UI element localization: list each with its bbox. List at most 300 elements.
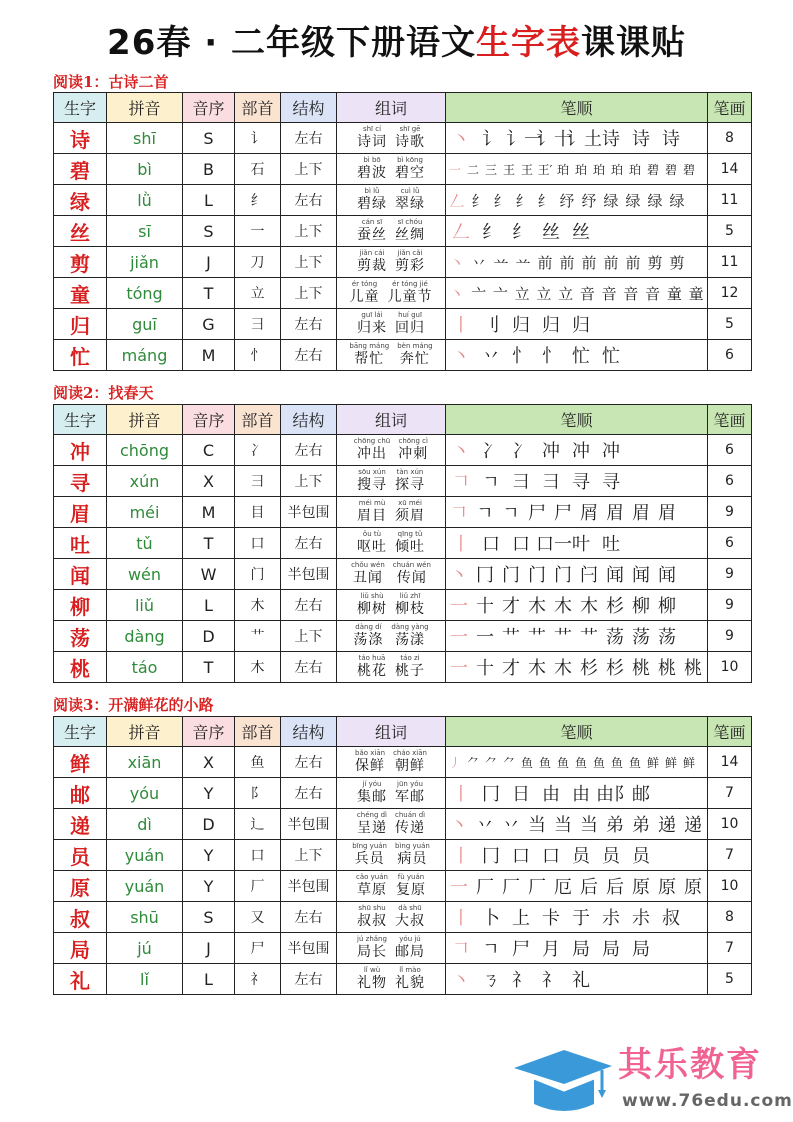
- stroke-step: 厂: [528, 877, 546, 898]
- stroke-step: 𠃋: [449, 191, 465, 210]
- stroke-step: 闩: [580, 565, 598, 586]
- stroke-step: ㄱ: [482, 472, 500, 493]
- stroke-step: 艹: [502, 627, 520, 648]
- word-pair: [337, 218, 445, 244]
- stroke-order-cell: [446, 902, 708, 933]
- stroke-count-cell: 6: [708, 435, 752, 466]
- stroke-step: 音: [579, 284, 595, 303]
- stroke-step: 局: [572, 939, 590, 960]
- stroke-step: 前: [559, 253, 575, 272]
- word-hanzi: 病员: [397, 851, 428, 867]
- word-hanzi: 碧绿: [357, 196, 387, 212]
- radical-cell: 口: [235, 528, 281, 559]
- word-pinyin: chōng cì: [398, 437, 428, 445]
- word-item: [393, 749, 427, 775]
- stroke-step: 当: [580, 815, 598, 836]
- word-item: [357, 468, 387, 494]
- character-cell: 碧: [54, 154, 107, 185]
- stroke-count-cell: 7: [708, 778, 752, 809]
- word-pinyin: jiǎn cǎi: [397, 249, 423, 257]
- phonetic-order-cell: J: [183, 933, 235, 964]
- word-pair: [337, 530, 445, 556]
- stroke-step: 䒑: [515, 253, 531, 272]
- stroke-step: 纟: [515, 191, 531, 210]
- word-hanzi: 邮局: [395, 944, 425, 960]
- stroke-step: 王′: [537, 162, 553, 177]
- stroke-step: 刂: [482, 315, 500, 336]
- stroke-step: 鱼: [556, 755, 569, 770]
- structure-cell: 左右: [281, 902, 337, 933]
- word-hanzi: 柳树: [357, 601, 387, 617]
- word-pinyin: jí yóu: [362, 780, 382, 788]
- column-header-char: 生字: [54, 717, 107, 747]
- word-pair: [337, 342, 445, 368]
- stroke-count-cell: 10: [708, 809, 752, 840]
- word-hanzi: 呕吐: [357, 539, 387, 555]
- word-pair: [337, 780, 445, 806]
- radical-cell: 目: [235, 497, 281, 528]
- stroke-count-cell: 5: [708, 309, 752, 340]
- character-cell: 诗: [54, 123, 107, 154]
- word-hanzi: 儿童: [349, 289, 380, 305]
- stroke-step: 珀: [574, 162, 587, 177]
- word-pinyin: shī cí: [362, 125, 382, 133]
- stroke-step: 讠十: [536, 129, 572, 150]
- radical-cell: 冫: [235, 435, 281, 466]
- stroke-order-cell: [446, 123, 708, 154]
- phonetic-order-cell: L: [183, 590, 235, 621]
- stroke-step: 绿: [669, 191, 685, 210]
- word-hanzi: 碧空: [395, 165, 425, 181]
- stroke-step: 礻: [512, 970, 530, 991]
- word-pinyin: chuán wén: [392, 561, 431, 569]
- word-pinyin: bì kōng: [397, 156, 423, 164]
- column-header-radical: 部首: [235, 93, 281, 123]
- character-cell: 吐: [54, 528, 107, 559]
- word-hanzi: 叔叔: [357, 913, 387, 929]
- radical-cell: 刀: [235, 247, 281, 278]
- table-row: [54, 747, 752, 778]
- word-item: [357, 811, 387, 837]
- stroke-step: 递: [684, 815, 702, 836]
- phonetic-order-cell: M: [183, 497, 235, 528]
- stroke-step: 二: [466, 162, 479, 177]
- word-pinyin: ér tóng: [351, 280, 378, 288]
- word-pinyin: ǒu tù: [362, 530, 382, 538]
- structure-cell: 左右: [281, 340, 337, 371]
- stroke-step: 丶: [452, 970, 470, 991]
- stroke-step: 杉: [606, 596, 624, 617]
- stroke-count-cell: 11: [708, 185, 752, 216]
- stroke-step: 厂: [476, 877, 494, 898]
- word-pinyin: shū shu: [358, 904, 386, 912]
- word-hanzi: 礼貌: [395, 975, 425, 991]
- brand-name: 其乐教育: [618, 1045, 762, 1085]
- stroke-step: 门: [528, 565, 546, 586]
- structure-cell: 上下: [281, 278, 337, 309]
- stroke-step: 归: [542, 315, 560, 336]
- words-cell: [337, 809, 446, 840]
- section-title: 阅读3：开满鲜花的小路: [53, 696, 214, 714]
- word-pinyin: cháo xiān: [393, 749, 427, 757]
- phonetic-order-cell: M: [183, 340, 235, 371]
- word-item: [395, 218, 425, 244]
- character-cell: 叔: [54, 902, 107, 933]
- stroke-step: 局: [632, 939, 650, 960]
- structure-cell: 左右: [281, 964, 337, 995]
- words-cell: [337, 621, 446, 652]
- phonetic-order-cell: Y: [183, 871, 235, 902]
- stroke-step: 口一: [536, 534, 572, 555]
- pinyin-cell: jú: [107, 933, 183, 964]
- stroke-step: 鲜: [646, 755, 659, 770]
- stroke-step: 一: [448, 162, 461, 177]
- stroke-order-cell: [446, 466, 708, 497]
- stroke-step: 桃: [632, 658, 650, 679]
- structure-cell: 上下: [281, 247, 337, 278]
- stroke-step: 鱼: [628, 755, 641, 770]
- word-pair: [337, 437, 445, 463]
- word-hanzi: 儿童节: [387, 289, 433, 305]
- stroke-count-cell: 9: [708, 559, 752, 590]
- stroke-step: 柳: [658, 596, 676, 617]
- word-pinyin: tàn xún: [396, 468, 424, 476]
- word-hanzi: 须眉: [395, 508, 425, 524]
- stroke-step: 尸: [554, 503, 572, 524]
- word-pinyin: táo zi: [400, 654, 420, 662]
- stroke-step: 归: [572, 315, 590, 336]
- pinyin-cell: shī: [107, 123, 183, 154]
- brand-logo: [510, 1040, 793, 1120]
- character-cell: 绿: [54, 185, 107, 216]
- column-header-order: 音序: [183, 93, 235, 123]
- word-pinyin: bì lǜ: [364, 187, 380, 195]
- character-cell: 桃: [54, 652, 107, 683]
- stroke-order-cell: [446, 309, 708, 340]
- stroke-step: 冲: [572, 441, 590, 462]
- stroke-step: 尗: [632, 908, 650, 929]
- table-row: [54, 185, 752, 216]
- word-hanzi: 柳枝: [395, 601, 425, 617]
- phonetic-order-cell: L: [183, 185, 235, 216]
- word-pinyin: ér tóng jié: [392, 280, 428, 288]
- character-cell: 局: [54, 933, 107, 964]
- column-header-structure: 结构: [281, 405, 337, 435]
- stroke-step: 由: [542, 784, 560, 805]
- stroke-order-cell: [446, 652, 708, 683]
- stroke-step: 局: [602, 939, 620, 960]
- character-cell: 眉: [54, 497, 107, 528]
- structure-cell: 上下: [281, 154, 337, 185]
- stroke-step: 亠: [492, 284, 508, 303]
- words-cell: [337, 340, 446, 371]
- word-hanzi: 传递: [395, 820, 426, 836]
- stroke-order-cell: [446, 435, 708, 466]
- table-row: [54, 309, 752, 340]
- character-cell: 鲜: [54, 747, 107, 778]
- title-suffix: 课课贴: [580, 23, 686, 63]
- stroke-step: 冫: [482, 441, 500, 462]
- stroke-step: 丷: [502, 815, 520, 836]
- words-cell: [337, 652, 446, 683]
- stroke-step: 诗: [632, 129, 650, 150]
- word-item: [353, 623, 383, 649]
- word-pinyin: chuán dì: [395, 811, 426, 819]
- stroke-step: 尸: [528, 503, 546, 524]
- stroke-count-cell: 6: [708, 466, 752, 497]
- phonetic-order-cell: T: [183, 528, 235, 559]
- word-item: [357, 592, 387, 618]
- stroke-step: 弟: [606, 815, 624, 836]
- word-item: [357, 218, 387, 244]
- word-hanzi: 奔忙: [399, 351, 430, 367]
- stroke-step: 纾: [581, 191, 597, 210]
- stroke-step: ⺈: [484, 755, 497, 770]
- table-row: [54, 528, 752, 559]
- stroke-order-cell: [446, 809, 708, 840]
- pinyin-cell: sī: [107, 216, 183, 247]
- stroke-step: 丶: [450, 815, 468, 836]
- structure-cell: 半包围: [281, 933, 337, 964]
- character-cell: 礼: [54, 964, 107, 995]
- word-item: [357, 499, 387, 525]
- stroke-step: 讠土: [566, 129, 602, 150]
- phonetic-order-cell: D: [183, 621, 235, 652]
- stroke-step: 艹: [580, 627, 598, 648]
- radical-cell: 彐: [235, 466, 281, 497]
- stroke-step: 绿: [647, 191, 663, 210]
- word-pinyin: chǒu wén: [351, 561, 385, 569]
- word-hanzi: 探寻: [395, 477, 425, 493]
- word-hanzi: 剪彩: [395, 258, 425, 274]
- word-item: [357, 530, 387, 556]
- stroke-step: 厂: [502, 877, 520, 898]
- stroke-order-cell: [446, 278, 708, 309]
- structure-cell: 上下: [281, 466, 337, 497]
- stroke-step: 碧: [646, 162, 659, 177]
- word-item: [357, 311, 387, 337]
- stroke-count-cell: 5: [708, 216, 752, 247]
- table-row: [54, 154, 752, 185]
- stroke-step: 丶: [449, 284, 465, 303]
- word-item: [354, 437, 390, 463]
- column-header-pinyin: 拼音: [107, 405, 183, 435]
- words-cell: [337, 840, 446, 871]
- stroke-order-cell: [446, 933, 708, 964]
- pinyin-cell: lǜ: [107, 185, 183, 216]
- word-pinyin: jūn yóu: [397, 780, 423, 788]
- table-row: [54, 778, 752, 809]
- word-pinyin: liǔ zhī: [399, 592, 421, 600]
- table-row: [54, 123, 752, 154]
- stroke-step: 丨: [452, 534, 470, 555]
- radical-cell: 门: [235, 559, 281, 590]
- words-cell: [337, 309, 446, 340]
- character-cell: 冲: [54, 435, 107, 466]
- pinyin-cell: máng: [107, 340, 183, 371]
- radical-cell: 忄: [235, 340, 281, 371]
- word-item: [352, 842, 387, 868]
- stroke-step: 冲: [542, 441, 560, 462]
- radical-cell: 尸: [235, 933, 281, 964]
- word-item: [357, 654, 387, 680]
- stroke-step: 鱼: [592, 755, 605, 770]
- phonetic-order-cell: S: [183, 216, 235, 247]
- stroke-count-cell: 7: [708, 840, 752, 871]
- column-header-words: 组词: [337, 93, 446, 123]
- table-row: [54, 435, 752, 466]
- word-hanzi: 草原: [356, 882, 387, 898]
- column-header-char: 生字: [54, 93, 107, 123]
- character-cell: 闻: [54, 559, 107, 590]
- stroke-order-cell: [446, 778, 708, 809]
- word-item: [397, 342, 432, 368]
- word-hanzi: 剪裁: [357, 258, 387, 274]
- table-row: [54, 933, 752, 964]
- word-hanzi: 朝鲜: [395, 758, 426, 774]
- stroke-step: ㄱ: [476, 503, 494, 524]
- character-cell: 柳: [54, 590, 107, 621]
- stroke-step: 丷: [471, 253, 487, 272]
- word-pinyin: cuì lǜ: [400, 187, 420, 195]
- word-item: [357, 187, 387, 213]
- words-cell: [337, 902, 446, 933]
- stroke-step: 吐: [602, 534, 620, 555]
- word-hanzi: 呈递: [356, 820, 387, 836]
- stroke-step: 上: [512, 908, 530, 929]
- column-header-count: 笔画: [708, 93, 752, 123]
- word-hanzi: 翠绿: [395, 196, 425, 212]
- word-item: [398, 437, 428, 463]
- stroke-step: 珀: [592, 162, 605, 177]
- stroke-step: 由阝: [596, 784, 632, 805]
- stroke-order-cell: [446, 216, 708, 247]
- stroke-step: ⺈: [502, 755, 515, 770]
- stroke-step: 绿: [625, 191, 641, 210]
- stroke-step: 杉: [606, 658, 624, 679]
- stroke-step: 讠一: [506, 129, 542, 150]
- stroke-step: 叶: [572, 534, 590, 555]
- radical-cell: 木: [235, 652, 281, 683]
- word-item: [351, 561, 385, 587]
- stroke-step: 丶: [450, 565, 468, 586]
- stroke-step: 一: [450, 877, 468, 898]
- stroke-count-cell: 8: [708, 123, 752, 154]
- word-pair: [337, 468, 445, 494]
- stroke-step: 音: [623, 284, 639, 303]
- stroke-step: 丨: [452, 315, 470, 336]
- pinyin-cell: bì: [107, 154, 183, 185]
- column-header-strokes: 笔顺: [446, 717, 708, 747]
- words-cell: [337, 123, 446, 154]
- column-header-order: 音序: [183, 405, 235, 435]
- radical-cell: 口: [235, 840, 281, 871]
- word-pinyin: sī chóu: [397, 218, 423, 226]
- structure-cell: 半包围: [281, 871, 337, 902]
- stroke-step: 十: [476, 596, 494, 617]
- word-item: [357, 125, 387, 151]
- stroke-step: 冫: [512, 441, 530, 462]
- stroke-step: 王: [502, 162, 515, 177]
- structure-cell: 左右: [281, 309, 337, 340]
- stroke-step: 十: [476, 658, 494, 679]
- word-hanzi: 倾吐: [395, 539, 425, 555]
- word-item: [357, 249, 387, 275]
- word-hanzi: 荡涤: [353, 632, 384, 648]
- word-item: [395, 249, 425, 275]
- stroke-step: 𠃋: [452, 222, 470, 243]
- column-header-pinyin: 拼音: [107, 93, 183, 123]
- word-hanzi: 桃子: [395, 663, 425, 679]
- word-pinyin: jú zhǎng: [357, 935, 387, 943]
- stroke-step: 一: [450, 596, 468, 617]
- stroke-step: 前: [603, 253, 619, 272]
- word-item: [357, 935, 387, 961]
- word-pinyin: chéng dì: [356, 811, 388, 819]
- word-item: [395, 780, 425, 806]
- stroke-order-cell: [446, 340, 708, 371]
- column-header-count: 笔画: [708, 405, 752, 435]
- stroke-count-cell: 6: [708, 340, 752, 371]
- stroke-step: 诗: [602, 129, 620, 150]
- stroke-step: 原: [658, 877, 676, 898]
- word-pinyin: bì bō: [363, 156, 381, 164]
- word-item: [357, 156, 387, 182]
- radical-cell: 彐: [235, 309, 281, 340]
- stroke-step: 门: [502, 565, 520, 586]
- stroke-step: 厄: [554, 877, 572, 898]
- stroke-count-cell: 5: [708, 964, 752, 995]
- stroke-step: 木: [554, 658, 572, 679]
- phonetic-order-cell: Y: [183, 840, 235, 871]
- word-hanzi: 诗词: [357, 134, 387, 150]
- column-header-char: 生字: [54, 405, 107, 435]
- section-title: 阅读2：找春天: [53, 384, 154, 402]
- stroke-step: 卡: [542, 908, 560, 929]
- stroke-step: 荡: [606, 627, 624, 648]
- word-pinyin: yóu jú: [399, 935, 421, 943]
- title-prefix: 26春 · 二年级下册语文: [107, 23, 476, 63]
- column-header-strokes: 笔顺: [446, 93, 708, 123]
- stroke-count-cell: 8: [708, 902, 752, 933]
- word-pair: [337, 749, 445, 775]
- pinyin-cell: liǔ: [107, 590, 183, 621]
- stroke-order-cell: [446, 528, 708, 559]
- word-item: [388, 280, 433, 306]
- stroke-step: 亠: [471, 284, 487, 303]
- word-hanzi: 桃花: [357, 663, 387, 679]
- stroke-step: 忙: [602, 346, 620, 367]
- column-header-structure: 结构: [281, 93, 337, 123]
- stroke-step: 王: [520, 162, 533, 177]
- stroke-step: 纟: [512, 222, 530, 243]
- structure-cell: 左右: [281, 590, 337, 621]
- stroke-order-cell: [446, 559, 708, 590]
- character-cell: 归: [54, 309, 107, 340]
- structure-cell: 半包围: [281, 809, 337, 840]
- stroke-step: 一: [476, 627, 494, 648]
- word-item: [357, 966, 387, 992]
- word-item: [395, 468, 425, 494]
- stroke-step: 卜: [482, 908, 500, 929]
- stroke-count-cell: 10: [708, 871, 752, 902]
- page-title: [0, 20, 793, 66]
- words-cell: [337, 278, 446, 309]
- word-pinyin: bāng máng: [349, 342, 390, 350]
- stroke-order-cell: [446, 185, 708, 216]
- pinyin-cell: dì: [107, 809, 183, 840]
- table-row: [54, 466, 752, 497]
